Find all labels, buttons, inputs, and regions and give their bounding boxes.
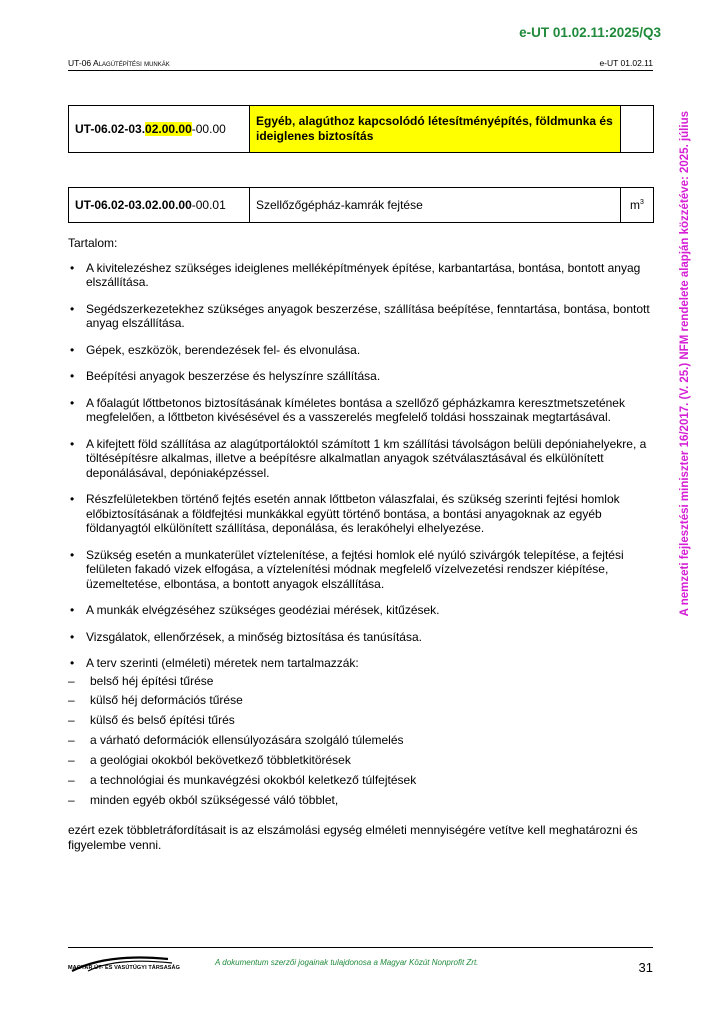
dash-item: – a várható deformációk ellensúlyozására szolgáló túlemelés bbox=[68, 733, 653, 748]
dash-item: – a technológiai és munkavégzési okokból keletkező túlfejtések bbox=[68, 773, 653, 788]
company-logo-text: MAGYAR ÚT- ÉS VASÚTÜGYI TÁRSASÁG bbox=[68, 965, 180, 971]
content-body bbox=[68, 236, 653, 852]
bullet-item: • Szükség esetén a munkaterület víztelenítése, a fejtési homlok elé nyúló szivárgók telepítése, a fejtési felületen fakadó vizek elfogása, a víztelenítési módnak megfelelő vízelvezetési rendszer kiépítése, üzemeltetése, elbontása, a bontott anyagok elszállítása. bbox=[68, 548, 653, 592]
item-title: Szellőzőgépház-kamrák fejtése bbox=[250, 188, 621, 223]
dash-item: – belső héj építési tűrése bbox=[68, 674, 653, 689]
side-publication-note: A nemzeti fejlesztési miniszter 16/2017. (V. 25.) NFM rendelete alapján közzétéve: 2025. július bbox=[679, 111, 691, 617]
group-code-table bbox=[68, 105, 654, 153]
dash-item: – a geológiai okokból bekövetkező többletkitörések bbox=[68, 753, 653, 768]
dash-item: – külső héj deformációs tűrése bbox=[68, 693, 653, 708]
bullet-item: • A munkák elvégzéséhez szükséges geodéziai mérések, kitűzések. bbox=[68, 603, 653, 618]
bullet-item: • A kifejtett föld szállítása az alagútportáloktól számított 1 km szállítási távolságon belüli depóniahelyekre, a töltésépítésre alkalmas, illetve a beépítésre alkalmatlan anyagok szétválasztásával és elkülönített deponálásával, depóniaképzéssel. bbox=[68, 437, 653, 481]
header-doc-ref: e-UT 01.02.11 bbox=[599, 58, 653, 68]
bullet-item: • Részfelületekben történő fejtés esetén annak lőttbeton válaszfalai, és szükség szerinti fejtési homlok előbiztosításának a földfejtési munkákkal együtt történő bontása, a bontási anyagoknak az egyéb földanyagtól elkülönített szállítása, deponálása, és lerakóhelyi elhelyezése. bbox=[68, 492, 653, 536]
bullet-item: • Segédszerkezetekhez szükséges anyagok beszerzése, szállítása beépítése, fenntartása, bontása, bontott anyag elszállítása. bbox=[68, 302, 653, 331]
page-number: 31 bbox=[638, 960, 653, 975]
bullet-item: • Beépítési anyagok beszerzése és helyszínre szállítása. bbox=[68, 369, 653, 384]
group-code: UT-06.02-03.02.00.00-00.00 bbox=[69, 106, 250, 153]
running-header bbox=[68, 58, 653, 71]
footer-divider bbox=[68, 947, 653, 948]
item-code: UT-06.02-03.02.00.00-00.01 bbox=[69, 188, 250, 223]
dash-item: – külső és belső építési tűrés bbox=[68, 713, 653, 728]
group-title: Egyéb, alagúthoz kapcsolódó létesítményépítés, földmunka és ideiglenes biztosítás bbox=[250, 106, 621, 153]
bullet-item: • Vizsgálatok, ellenőrzések, a minőség biztosítása és tanúsítása. bbox=[68, 630, 653, 645]
item-unit: $m^3$ bbox=[621, 188, 654, 223]
content-intro: Tartalom: bbox=[68, 236, 118, 250]
dash-item: – minden egyéb okból szükségessé váló többlet, bbox=[68, 793, 653, 808]
bullet-item: • Gépek, eszközök, berendezések fel- és elvonulása. bbox=[68, 343, 653, 358]
closing-paragraph: ezért ezek többletráfordításait is az elszámolási egység elméleti mennyiségére vetítve kell meghatározni és figyelembe venni. bbox=[68, 823, 638, 852]
document-code: e-UT 01.02.11:2025/Q3 bbox=[519, 25, 661, 40]
group-unit bbox=[621, 106, 654, 153]
bullet-item: • A kivitelezéshez szükséges ideiglenes melléképítmények építése, karbantartása, bontása, bontott anyag elszállítása. bbox=[68, 261, 653, 290]
bullet-list bbox=[68, 261, 653, 671]
bullet-item: • A terv szerinti (elméleti) méretek nem tartalmazzák: bbox=[68, 656, 653, 671]
item-code-table bbox=[68, 187, 654, 223]
header-chapter: UT-06 Alagútépítési munkák bbox=[68, 58, 170, 68]
dash-list bbox=[68, 674, 653, 808]
bullet-item: • A főalagút lőttbetonos biztosításának kíméletes bontása a szellőző gépházkamra keresztmetszetének megfelelően, a lőttbeton kivésésével és a vasszerelés megfelelő toldási hosszainak megtartásával. bbox=[68, 396, 653, 425]
copyright-notice: A dokumentum szerzői jogainak tulajdonosa a Magyar Közút Nonprofit Zrt. bbox=[215, 958, 479, 967]
